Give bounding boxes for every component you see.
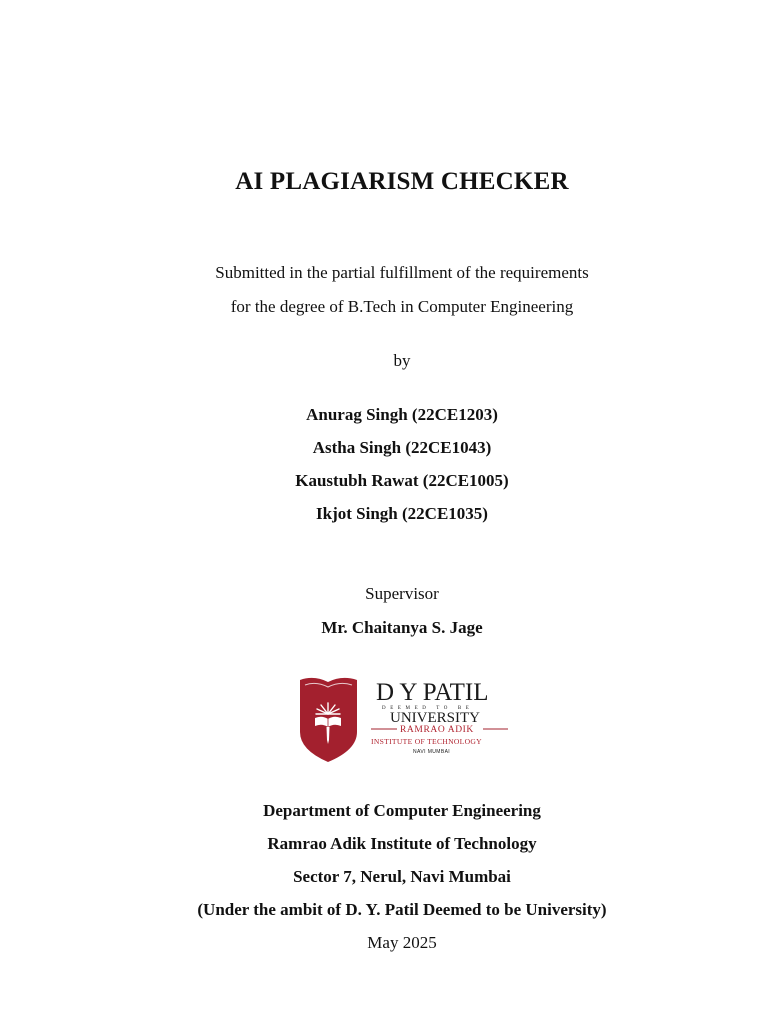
author-2: Astha Singh (22CE1043) [312,438,492,457]
shield-emblem-icon [300,678,357,762]
college-address: Sector 7, Nerul, Navi Mumbai [293,867,511,886]
project-title: AI PLAGIARISM CHECKER [235,168,569,195]
logo-text-university: UNIVERSITY [390,710,480,726]
author-4: Ikjot Singh (22CE1035) [316,504,488,523]
by-label: by [393,351,411,370]
university-ambit: (Under the ambit of D. Y. Patil Deemed to be University) [197,900,607,919]
college-name: Ramrao Adik Institute of Technology [267,834,537,853]
logo-text-navi-mumbai: NAVI MUMBAI [413,749,451,755]
logo-text-institute: INSTITUTE OF TECHNOLOGY [371,737,482,746]
submission-line-1: Submitted in the partial fulfillment of the requirements [215,263,589,282]
submission-line-2: for the degree of B.Tech in Computer Engineering [230,297,574,316]
logo-text-ramrao: RAMRAO ADIK [400,725,474,735]
department: Department of Computer Engineering [263,801,541,820]
logo-text-dypatil: D Y PATIL [376,679,489,706]
supervisor-label: Supervisor [365,584,439,603]
logo-text-deemed: DEEMED TO BE [382,706,474,711]
submission-date: May 2025 [367,933,437,952]
author-1: Anurag Singh (22CE1203) [306,405,498,424]
supervisor-name: Mr. Chaitanya S. Jage [321,618,483,637]
university-logo [296,676,512,764]
author-3: Kaustubh Rawat (22CE1005) [295,471,509,490]
